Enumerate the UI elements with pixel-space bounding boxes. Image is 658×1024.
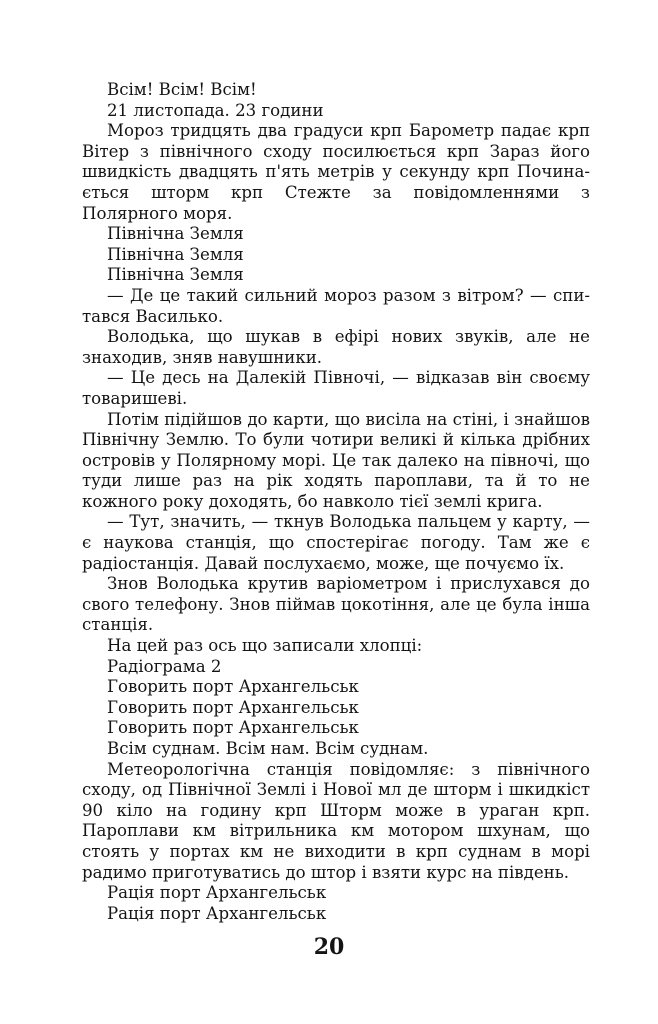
- paragraph: Володька, що шукав в ефірі нових звуків, але не знаходив, зняв навушники.: [82, 327, 590, 367]
- paragraph: Говорить порт Архангельськ: [107, 718, 359, 738]
- paragraph: Всім суднам. Всім нам. Всім суднам.: [107, 739, 429, 758]
- paragraph: — Де це такий сильний мороз разом з вітром? — спитався Василько.: [82, 285, 590, 326]
- paragraph: Мороз тридцять два градуси крп Барометр падає крп Вітер з північного сходу посилюється крп Зараз його швидкість двадцять п'ять метрів у секунду крп Починається шторм крп Стежте за повідомленнями з Полярного моря.: [82, 121, 590, 223]
- paragraph: — Тут, значить, — ткнув Володька пальцем у карту, — є наукова станція, що спостерігає погоду. Там же є радіостанція. Давай послухаємо, може, ще почуємо їх.: [82, 512, 590, 573]
- paragraph: Радіограма 2: [107, 656, 222, 676]
- paragraph: Потім підійшов до карти, що висіла на стіні, і знайшов Північну Землю. То були чотири великі й кілька дрібних островів у Полярному морі. Це так далеко на півночі, що туди лише раз на рік ходять пароплави, та й то не кожного року доходять, бо навколо тієї землі крига.: [82, 409, 590, 511]
- paragraph: Північна Земля: [107, 265, 244, 285]
- paragraph: Північна Земля: [107, 224, 244, 244]
- page-number: 20: [313, 934, 345, 960]
- paragraph: Говорить порт Архангельськ: [107, 697, 359, 717]
- paragraph: Північна Земля: [107, 244, 244, 264]
- paragraph: Знов Володька крутив варіометром і прислухався до свого телефону. Знов піймав цокотіння, але це була інша станція.: [82, 574, 590, 635]
- paragraph: Всім! Всім! Всім!: [107, 80, 257, 99]
- paragraph: Говорить порт Архангельськ: [107, 677, 359, 697]
- paragraph: На цей раз ось що записали хлопці:: [107, 636, 423, 656]
- paragraph: Рація порт Архангельськ: [107, 903, 327, 923]
- paragraph: 21 листопада. 23 години: [107, 100, 324, 120]
- paragraph: Метеорологічна станція повідомляє: з північного сходу, од Північної Землі і Нової мл де шторм і шкидкіст 90 кіло на годину крп Шторм може в ураган крп. Пароплави км вітрильника км мотором шхунам, що стоять у портах км не виходити в крп суднам в морі радимо приготуватись до штор і взяти курс на південь.: [82, 759, 590, 882]
- paragraph: — Це десь на Далекій Півночі, — відказав він своєму товаришеві.: [82, 368, 590, 408]
- page-body: [82, 80, 590, 924]
- paragraph: Рація порт Архангельськ: [107, 883, 327, 903]
